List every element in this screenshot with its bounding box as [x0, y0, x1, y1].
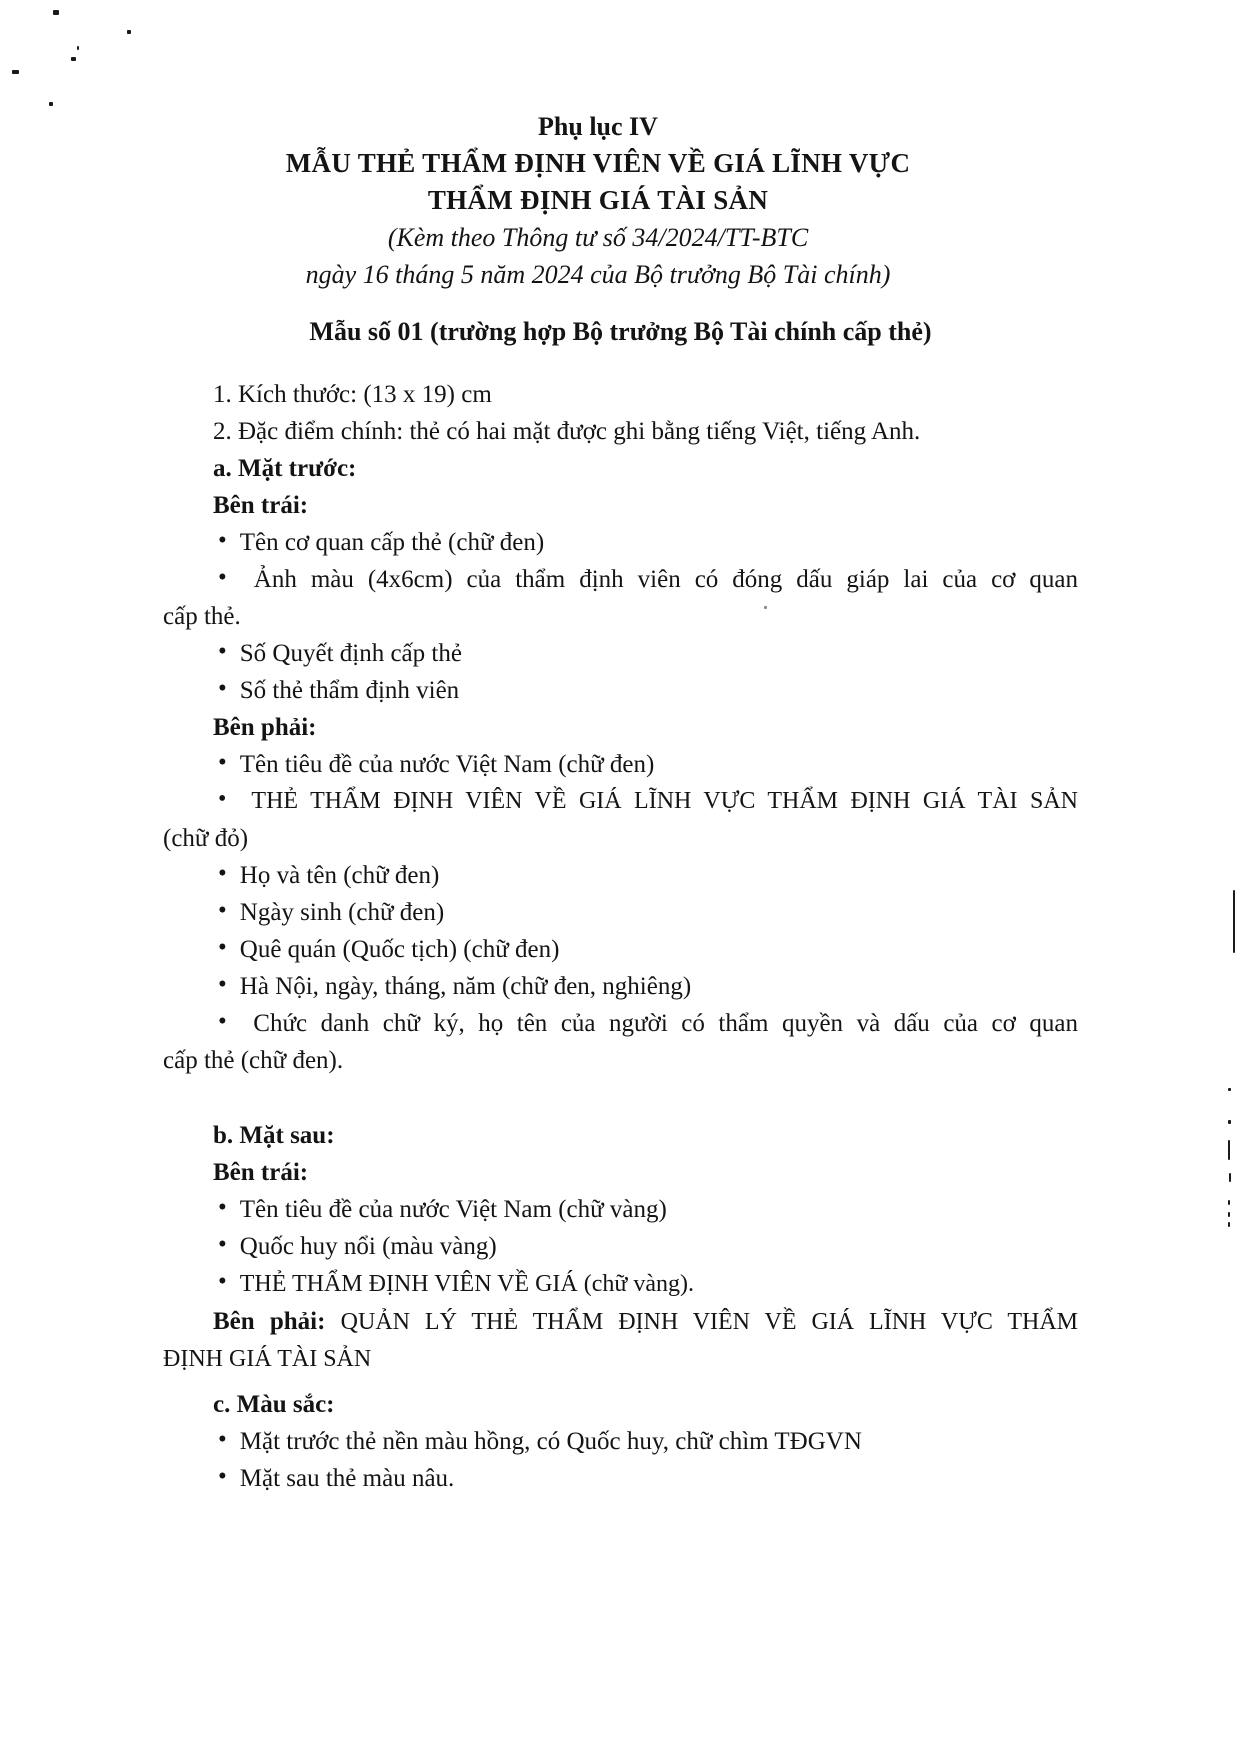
document-body: [163, 376, 1078, 1497]
document-title-line2: THẨM ĐỊNH GIÁ TÀI SẢN: [427, 185, 769, 215]
front-right-item-1-text: Tên tiêu đề của nước Việt Nam (chữ đen): [239, 751, 655, 778]
front-right-item-6: [163, 968, 1078, 1005]
front-section-heading: a. Mặt trước:: [213, 455, 357, 482]
front-right-item-2-text: THẺ THẨM ĐỊNH VIÊN VỀ GIÁ LĨNH VỰC THẨM ĐỊNH GIÁ TÀI SẢN: [251, 788, 1078, 814]
front-left-item-4-text: Số thẻ thẩm định viên: [239, 677, 460, 704]
document-header: [163, 108, 1033, 293]
colors-item-1-text: Mặt trước thẻ nền màu hồng, có Quốc huy, chữ chìm TĐGVN: [239, 1428, 862, 1455]
back-left-item-2-text: Quốc huy nổi (màu vàng): [239, 1233, 497, 1260]
front-left-item-2-line-2: cấp thẻ.: [163, 603, 241, 630]
bullet-icon: •: [218, 934, 227, 961]
scan-speck: [12, 70, 19, 74]
bullet-icon: •: [218, 564, 227, 591]
colors-section-heading: c. Màu sắc:: [213, 1391, 335, 1418]
scan-speck: [764, 606, 767, 609]
back-left-item-1-text: Tên tiêu đề của nước Việt Nam (chữ vàng): [239, 1196, 667, 1223]
front-right-label: Bên phải:: [213, 714, 317, 741]
scan-speck: [71, 57, 76, 61]
spec-size-item: 1. Kích thước: (13 x 19) cm: [213, 381, 492, 408]
spec-features-item: 2. Đặc điểm chính: thẻ có hai mặt được ghi bằng tiếng Việt, tiếng Anh.: [213, 418, 921, 445]
back-right-text-line-2: ĐỊNH GIÁ TÀI SẢN: [163, 1346, 372, 1372]
front-right-item-3-text: Họ và tên (chữ đen): [239, 862, 440, 889]
document-content: [163, 0, 1078, 1497]
scan-speck: [53, 10, 59, 15]
front-left-item-2-text: Ảnh màu (4x6cm) của thẩm định viên có đóng dấu giáp lai của cơ quan: [253, 566, 1078, 593]
form-number-heading: Mẫu số 01 (trường hợp Bộ trưởng Bộ Tài chính cấp thẻ): [309, 317, 932, 346]
front-left-item-4: [163, 672, 1078, 709]
appendix-label: Phụ lục IV: [538, 112, 658, 141]
scan-speck: [127, 30, 131, 34]
back-right-text-line-1: QUẢN LÝ THẺ THẨM ĐỊNH VIÊN VỀ GIÁ LĨNH VỰC THẨM: [340, 1309, 1078, 1335]
front-left-label: Bên trái:: [213, 492, 309, 519]
front-right-item-2-line-2: (chữ đỏ): [163, 825, 249, 852]
bullet-icon: •: [218, 1008, 227, 1035]
bullet-icon: •: [218, 749, 227, 776]
scan-speck: [1228, 1120, 1231, 1124]
attachment-note-line1: (Kèm theo Thông tư số 34/2024/TT-BTC: [387, 223, 809, 252]
front-right-item-7-text: Chức danh chữ ký, họ tên của người có thẩm quyền và dấu của cơ quan: [253, 1010, 1078, 1037]
scan-speck: [1228, 1212, 1230, 1217]
front-right-item-7-line-1: [163, 1005, 1078, 1042]
back-left-item-1: [163, 1191, 1078, 1228]
scan-speck: [49, 102, 53, 106]
document-title-line1: MẪU THẺ THẨM ĐỊNH VIÊN VỀ GIÁ LĨNH VỰC: [285, 148, 911, 178]
front-right-item-6-text: Hà Nội, ngày, tháng, năm (chữ đen, nghiêng): [239, 973, 692, 1000]
back-right-label: Bên phải:: [213, 1308, 326, 1335]
front-right-item-5: [163, 931, 1078, 968]
front-right-item-5-text: Quê quán (Quốc tịch) (chữ đen): [239, 936, 560, 963]
bullet-icon: •: [218, 1268, 227, 1295]
bullet-icon: •: [218, 1463, 227, 1490]
scan-mark-tick: [1229, 1173, 1231, 1182]
colors-item-2-text: Mặt sau thẻ màu nâu.: [239, 1465, 455, 1492]
back-left-item-3-text: THẺ THẨM ĐỊNH VIÊN VỀ GIÁ (chữ vàng).: [239, 1271, 695, 1297]
scan-speck: [77, 46, 79, 50]
bullet-icon: •: [218, 1426, 227, 1453]
back-left-item-3: [163, 1265, 1078, 1303]
back-section-heading: b. Mặt sau:: [213, 1122, 335, 1149]
bullet-icon: •: [218, 638, 227, 665]
bullet-icon: •: [218, 675, 227, 702]
bullet-icon: •: [218, 527, 227, 554]
bullet-icon: •: [218, 786, 227, 812]
front-left-item-3-text: Số Quyết định cấp thẻ: [239, 640, 462, 667]
front-right-item-4-text: Ngày sinh (chữ đen): [239, 899, 445, 926]
bullet-icon: •: [218, 1231, 227, 1258]
scan-speck: [1228, 1200, 1230, 1205]
back-left-label: Bên trái:: [213, 1159, 309, 1186]
front-right-item-2-line-1: [163, 783, 1078, 820]
colors-item-1: [163, 1423, 1078, 1460]
back-left-item-2: [163, 1228, 1078, 1265]
front-right-item-4: [163, 894, 1078, 931]
front-right-item-3: [163, 857, 1078, 894]
back-right-line-1: [163, 1303, 1078, 1341]
scan-speck: [1228, 1222, 1230, 1227]
attachment-note-line2: ngày 16 tháng 5 năm 2024 của Bộ trưởng Bộ Tài chính): [305, 260, 891, 289]
front-left-item-1: [163, 524, 1078, 561]
colors-item-2: [163, 1460, 1078, 1497]
front-left-item-2-line-1: [163, 561, 1078, 598]
bullet-icon: •: [218, 971, 227, 998]
front-right-item-1: [163, 746, 1078, 783]
front-left-item-1-text: Tên cơ quan cấp thẻ (chữ đen): [239, 529, 545, 556]
front-right-item-7-line-2: cấp thẻ (chữ đen).: [163, 1047, 344, 1074]
front-left-item-3: [163, 635, 1078, 672]
bullet-icon: •: [218, 860, 227, 887]
scan-speck: [1228, 1088, 1231, 1091]
scan-mark-vline: [1233, 890, 1235, 953]
bullet-icon: •: [218, 897, 227, 924]
bullet-icon: •: [218, 1194, 227, 1221]
scan-mark-bar: [1228, 1140, 1230, 1160]
